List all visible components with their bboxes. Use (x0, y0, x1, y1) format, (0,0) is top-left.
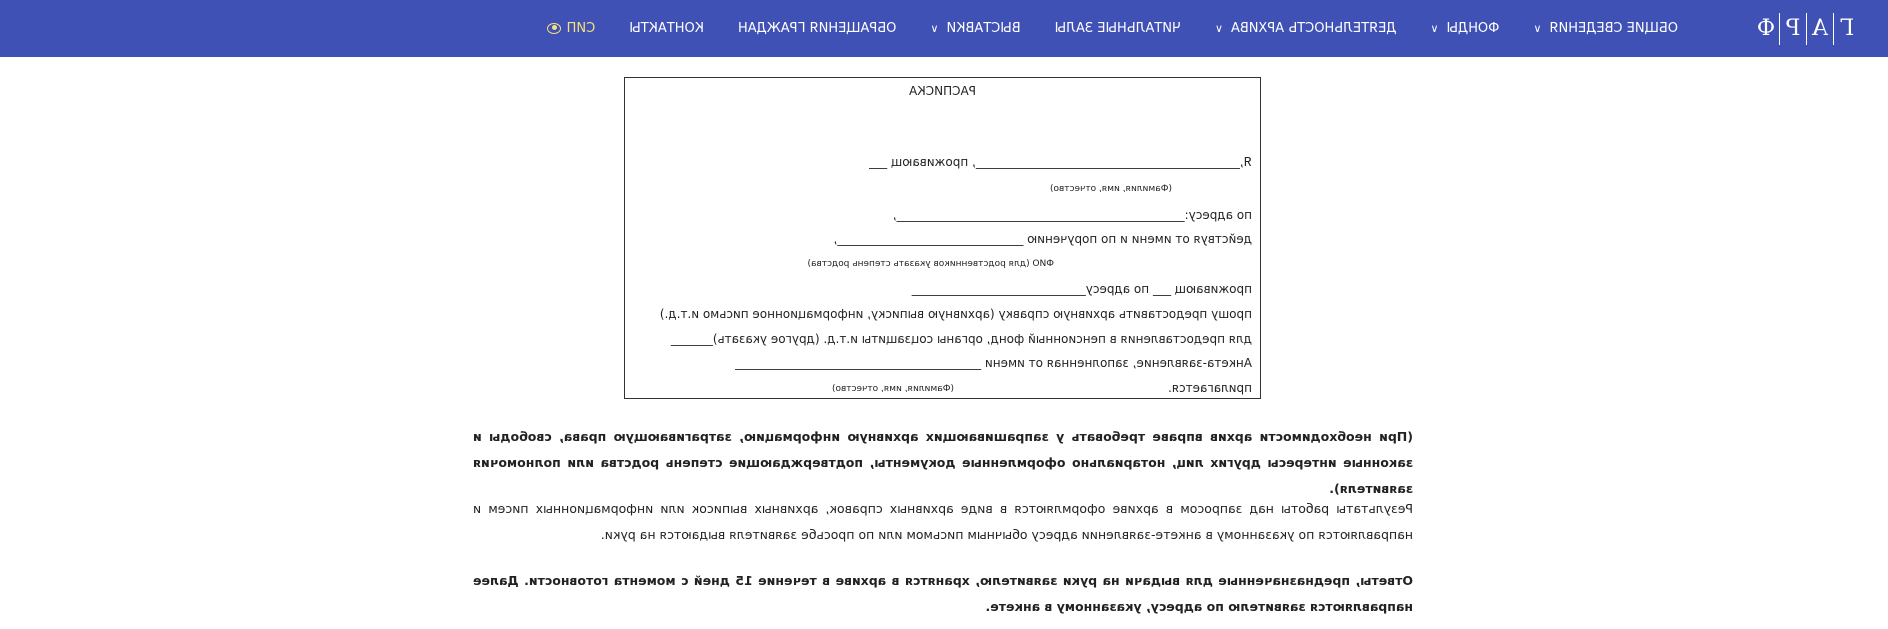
receipt-title: РАСПИСКА (909, 84, 976, 98)
note-paragraph: (При необходимости архив вправе требовать у запрашивающих архивную информацию, затрагивающую права, свободы и законные интересы других лиц, нотариально оформленные документы, подтверждающие степень родства или полномочия заявителя). (473, 429, 1413, 496)
nav-item-appeals[interactable] (738, 21, 896, 36)
site-logo[interactable] (1753, 13, 1860, 45)
nav-item-activity[interactable] (1215, 21, 1397, 36)
receipt-line-proxy: действуя от имени и по поручению _______________________________, (833, 232, 1252, 246)
receipt-form (624, 77, 1261, 399)
receipt-line-attached: прилагается. (1168, 381, 1252, 395)
receipt-line-purpose: для предоставления в пенсионный фонд, органы соцзащиты и.т.д. (другое указать)_______ (670, 332, 1252, 346)
top-navbar (0, 0, 1888, 57)
receipt-hint-name: (Фамилия, имя, отчество) (1049, 184, 1172, 194)
accessibility-toggle[interactable] (547, 21, 596, 36)
chevron-down-icon: ∨ (1214, 22, 1223, 35)
results-paragraph: Результаты работы над запросом в архиве оформляются в виде архивных справок, архивных выписок или информационных писем и направляются по указанному в анкете-заявлении адресу обычным письмом или по просьбе заявителя выдаются на руки. (473, 501, 1413, 542)
nav-label: ЧИТАЛЬНЫЕ ЗАЛЫ (1054, 21, 1181, 36)
nav-label: ОБЩИЕ СВЕДЕНИЯ (1549, 21, 1678, 36)
nav-label: КОНТАКТЫ (629, 21, 704, 36)
receipt-line-name: Я,____________________________________________, проживающ ___ (869, 155, 1252, 169)
chevron-down-icon: ∨ (930, 22, 939, 35)
chevron-down-icon: ∨ (1430, 22, 1439, 35)
logo-letter: А (1806, 13, 1833, 45)
nav-item-exhibitions[interactable] (930, 21, 1020, 36)
main-menu (547, 0, 1678, 57)
nav-label: ВЫСТАВКИ (946, 21, 1021, 36)
chevron-down-icon: ∨ (1533, 22, 1542, 35)
nav-item-contacts[interactable] (629, 21, 704, 36)
nav-item-funds[interactable] (1430, 21, 1499, 36)
storage-paragraph: Ответы, предназначенные для выдачи на руки заявителю, хранятся в архиве в течение 15 дней с момента готовности. Далее направляются заявителю по адресу, указанному в анкете. (473, 573, 1413, 614)
receipt-hint-attached: (Фамилия, имя, отчество) (831, 384, 954, 394)
receipt-line-proxy-address: проживающ ___ по адресу_____________________________ (911, 282, 1252, 296)
logo-letter: Г (1833, 13, 1860, 45)
nav-item-general[interactable] (1533, 21, 1678, 36)
receipt-line-form: Анкета-заявление, заполненная от имени _________________________________________ (735, 356, 1252, 370)
nav-label: ОБРАЩЕНИЯ ГРАЖДАН (737, 21, 897, 36)
receipt-hint-proxy: ФИО (для родственников указать степень родства) (807, 259, 1054, 269)
logo-letter: Р (1779, 13, 1806, 45)
nav-label: ДЕЯТЕЛЬНОСТЬ АРХИВА (1230, 21, 1397, 36)
eye-icon (547, 23, 561, 34)
logo-letter: Ф (1756, 16, 1776, 41)
accessibility-label: СИП (566, 21, 596, 36)
receipt-line-address: по адресу:________________________________________________, (892, 208, 1252, 222)
receipt-line-request: прошу предоставить архивную справку (архивную выписку, информационное письмо и.т.д.) (659, 307, 1252, 321)
nav-label: ФОНДЫ (1446, 21, 1500, 36)
nav-item-reading-rooms[interactable] (1055, 21, 1181, 36)
